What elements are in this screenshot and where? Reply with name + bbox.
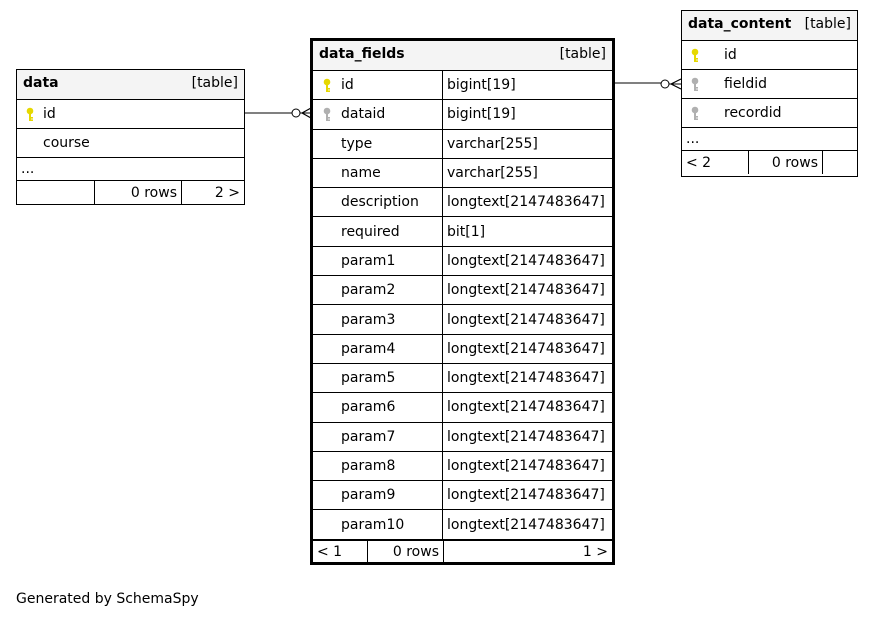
column-row[interactable]: [682, 41, 857, 70]
column-datatype: longtext[2147483647]: [442, 452, 612, 480]
column-name: course: [43, 135, 90, 151]
column-name: param5: [341, 370, 396, 387]
column-datatype: longtext[2147483647]: [442, 247, 612, 275]
table-footer: [313, 541, 612, 564]
column-row[interactable]: [313, 188, 612, 217]
table-footer: [17, 181, 244, 204]
column-row[interactable]: [313, 423, 612, 452]
column-name: type: [341, 135, 373, 152]
column-row[interactable]: [313, 510, 612, 539]
column-row[interactable]: [313, 100, 612, 129]
column-row[interactable]: [313, 71, 612, 100]
table-header: [17, 70, 244, 100]
column-list: [313, 71, 612, 541]
footer-next: 2 >: [181, 181, 244, 204]
column-name: id: [43, 106, 56, 122]
foreign-key-icon: [690, 77, 700, 97]
table-type: [table]: [804, 16, 851, 32]
relation-data-fields-to-data-content: [614, 79, 681, 89]
table-name: data_content: [688, 16, 792, 32]
column-row[interactable]: [313, 393, 612, 422]
column-datatype: longtext[2147483647]: [442, 364, 612, 392]
column-row[interactable]: [313, 247, 612, 276]
column-row[interactable]: [313, 364, 612, 393]
column-row[interactable]: [313, 452, 612, 481]
more-columns-ellipsis: [17, 158, 244, 181]
column-name: param4: [341, 340, 396, 357]
column-datatype: varchar[255]: [442, 159, 612, 187]
column-datatype: bigint[19]: [442, 100, 612, 128]
column-row[interactable]: [17, 129, 244, 158]
column-name: param2: [341, 282, 396, 299]
column-datatype: longtext[2147483647]: [442, 188, 612, 216]
table-header: [682, 11, 857, 41]
column-datatype: longtext[2147483647]: [442, 335, 612, 363]
table-name: data: [23, 75, 59, 91]
column-row[interactable]: [682, 99, 857, 128]
column-datatype: longtext[2147483647]: [442, 305, 612, 333]
table-type: [table]: [191, 75, 238, 91]
column-name: dataid: [341, 106, 386, 123]
column-row[interactable]: [313, 130, 612, 159]
footer-prev: < 1: [317, 544, 343, 561]
column-name: fieldid: [724, 76, 767, 92]
column-datatype: bigint[19]: [442, 71, 612, 99]
column-name: id: [341, 77, 354, 94]
column-datatype: longtext[2147483647]: [442, 423, 612, 451]
column-name: name: [341, 165, 381, 182]
column-name: param8: [341, 458, 396, 474]
ellipsis-text: ...: [686, 131, 700, 147]
footer-prev: < 2: [686, 154, 712, 171]
ellipsis-text: ...: [21, 161, 35, 177]
column-name: param10: [341, 516, 405, 533]
column-row[interactable]: [682, 70, 857, 99]
table-footer: [682, 151, 857, 174]
column-datatype: longtext[2147483647]: [442, 276, 612, 304]
column-datatype: bit[1]: [442, 217, 612, 245]
column-row[interactable]: [313, 305, 612, 334]
column-datatype: varchar[255]: [442, 130, 612, 158]
more-columns-ellipsis: [682, 128, 857, 151]
primary-key-icon: [690, 48, 700, 68]
table-data[interactable]: [16, 69, 245, 205]
column-row[interactable]: [313, 159, 612, 188]
footer-prev: [17, 181, 94, 204]
column-name: param9: [341, 487, 396, 504]
column-name: required: [341, 223, 400, 240]
column-name: description: [341, 194, 419, 211]
footer-rows: 0 rows: [94, 181, 181, 204]
table-data-content[interactable]: [681, 10, 858, 177]
table-header: [313, 41, 612, 71]
column-row[interactable]: [313, 276, 612, 305]
column-row[interactable]: [17, 100, 244, 129]
column-row[interactable]: [313, 481, 612, 510]
column-name: param1: [341, 252, 396, 269]
column-name: param3: [341, 311, 396, 328]
footer-next: 1 >: [443, 541, 612, 564]
table-type: [table]: [559, 46, 606, 62]
column-row[interactable]: [313, 217, 612, 246]
table-data-fields[interactable]: [310, 38, 615, 565]
column-name: id: [724, 47, 737, 63]
column-row[interactable]: [313, 335, 612, 364]
column-datatype: longtext[2147483647]: [442, 393, 612, 421]
generated-by-label: Generated by SchemaSpy: [16, 591, 199, 607]
foreign-key-icon: [690, 106, 700, 126]
column-datatype: longtext[2147483647]: [442, 481, 612, 509]
column-name: param6: [341, 399, 396, 416]
table-name: data_fields: [319, 46, 405, 62]
column-name: recordid: [724, 105, 782, 121]
footer-rows: 0 rows: [367, 541, 443, 564]
column-datatype: longtext[2147483647]: [442, 510, 612, 538]
footer-next: [822, 151, 857, 174]
column-name: param7: [341, 428, 396, 445]
relation-data-to-data-fields: [245, 108, 311, 118]
footer-rows: 0 rows: [748, 151, 822, 174]
